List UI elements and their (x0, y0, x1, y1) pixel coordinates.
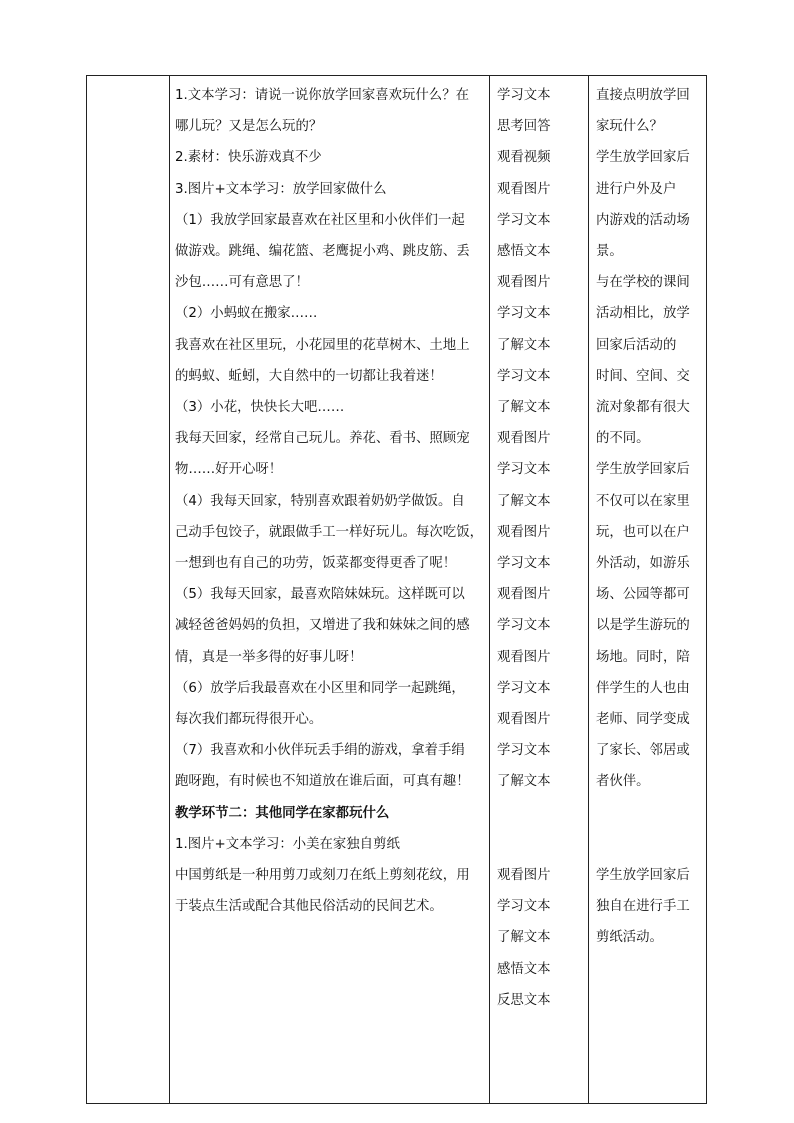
intent-line: 者伙伴。 (596, 774, 650, 790)
content-line: （6）放学后我最喜欢在小区里和同学一起跳绳， (175, 680, 465, 696)
content-line: 做游戏。跳绳、编花篮、老鹰捉小鸡、跳皮筋、丢 (175, 244, 470, 260)
activity-line: 感悟文本 (497, 961, 551, 977)
content-line: 减轻爸爸妈妈的负担，又增进了我和妹妹之间的感 (175, 618, 470, 634)
activity-line: 了解文本 (497, 337, 551, 353)
content-line: 于装点生活或配合其他民俗活动的民间艺术。 (175, 899, 443, 915)
intent-line: 伴学生的人也由 (596, 680, 690, 696)
activity-line: 观看视频 (497, 150, 551, 166)
activity-line: 学习文本 (497, 462, 551, 478)
content-line: 2.素材：快乐游戏真不少 (175, 150, 322, 166)
content-line: 我每天回家，经常自己玩儿。养花、看书、照顾宠 (175, 431, 470, 447)
activity-line: 观看图片 (497, 524, 551, 540)
intent-line: 与在学校的课间 (596, 275, 690, 291)
intent-line: 回家后活动的 (596, 337, 677, 353)
intent-line: 独自在进行手工 (596, 899, 690, 915)
intent-line: 了家长、邻居或 (596, 743, 690, 759)
intent-line: 流对象都有很大 (596, 400, 690, 416)
column-divider (588, 75, 589, 1104)
content-line: 的蚂蚁、蚯蚓，大自然中的一切都让我着迷！ (175, 368, 443, 384)
intent-line: 进行户外及户 (596, 181, 677, 197)
intent-line: 学生放学回家后 (596, 868, 690, 884)
intent-line: 的不同。 (596, 431, 650, 447)
intent-line: 以是学生游玩的 (596, 618, 690, 634)
intent-line: 学生放学回家后 (596, 150, 690, 166)
activity-line: 思考回答 (497, 119, 551, 135)
activity-line: 感悟文本 (497, 244, 551, 260)
activity-line: 观看图片 (497, 649, 551, 665)
activity-line: 学习文本 (497, 743, 551, 759)
content-line: （5）我每天回家，最喜欢陪妹妹玩。这样既可以 (175, 587, 465, 603)
intent-line: 活动相比，放学 (596, 306, 690, 322)
activity-line: 了解文本 (497, 493, 551, 509)
intent-line: 剪纸活动。 (596, 930, 663, 946)
content-line: 1.文本学习：请说一说你放学回家喜欢玩什么？在 (175, 88, 469, 103)
content-line: 中国剪纸是一种用剪刀或刻刀在纸上剪刻花纹，用 (175, 868, 470, 884)
activity-line: 学习文本 (497, 556, 551, 572)
content-line: 情，真是一举多得的好事儿呀！ (175, 649, 363, 665)
content-line: （4）我每天回家，特别喜欢跟着奶奶学做饭。自 (175, 493, 465, 509)
intent-line: 景。 (596, 244, 623, 260)
intent-line: 学生放学回家后 (596, 462, 690, 478)
intent-line: 内游戏的活动场 (596, 212, 690, 228)
content-line: 一想到也有自己的功劳，饭菜都变得更香了呢！ (175, 556, 457, 572)
intent-line: 外活动，如游乐 (596, 556, 690, 572)
activity-line: 观看图片 (497, 712, 551, 728)
design-intent-column (596, 80, 704, 954)
activity-line: 了解文本 (497, 774, 551, 790)
activity-line: 学习文本 (497, 212, 551, 228)
activity-line: 学习文本 (497, 680, 551, 696)
content-line: （7）我喜欢和小伙伴玩丢手绢的游戏，拿着手绢 (175, 743, 465, 759)
content-line: 哪儿玩？又是怎么玩的？ (175, 119, 323, 135)
activity-line: 观看图片 (497, 181, 551, 197)
student-activity-column (497, 80, 587, 1016)
content-line: （3）小花，快快长大吧…… (175, 400, 345, 416)
intent-line: 场、公园等都可 (596, 587, 690, 603)
activity-line: 反思文本 (497, 992, 551, 1008)
content-line: 1.图片+文本学习：小美在家独自剪纸 (175, 836, 400, 852)
content-line: 每次我们都玩得很开心。 (175, 712, 323, 728)
activity-line: 学习文本 (497, 306, 551, 322)
column-divider (489, 75, 490, 1104)
content-line: 物……好开心呀！ (175, 462, 283, 478)
section-heading: 教学环节二：其他同学在家都玩什么 (175, 805, 390, 821)
intent-line: 时间、空间、交 (596, 368, 690, 384)
activity-line: 观看图片 (497, 587, 551, 603)
activity-line: 学习文本 (497, 368, 551, 384)
content-line: 3.图片+文本学习：放学回家做什么 (175, 181, 387, 197)
content-line: 跑呀跑，有时候也不知道放在谁后面，可真有趣！ (175, 774, 470, 790)
intent-line: 直接点明放学回 (596, 88, 690, 103)
content-line: 沙包……可有意思了！ (175, 275, 309, 291)
activity-line: 观看图片 (497, 431, 551, 447)
activity-line: 了解文本 (497, 400, 551, 416)
intent-line: 家玩什么？ (596, 119, 663, 135)
column-divider (169, 75, 170, 1104)
activity-line: 观看图片 (497, 275, 551, 291)
activity-line: 观看图片 (497, 868, 551, 884)
content-line: 我喜欢在社区里玩，小花园里的花草树木、土地上 (175, 337, 470, 353)
activity-line: 学习文本 (497, 618, 551, 634)
content-line: （2）小蚂蚁在搬家…… (175, 306, 318, 322)
activity-line: 学习文本 (497, 899, 551, 915)
teaching-content-column (175, 80, 485, 922)
intent-line: 场地。同时，陪 (596, 649, 690, 665)
content-line: 己动手包饺子，就跟做手工一样好玩儿。每次吃饭， (175, 524, 483, 540)
activity-line: 学习文本 (497, 88, 551, 103)
activity-line: 了解文本 (497, 930, 551, 946)
content-line: （1）我放学回家最喜欢在社区里和小伙伴们一起 (175, 212, 465, 228)
intent-line: 老师、同学变成 (596, 712, 690, 728)
intent-line: 不仅可以在家里 (596, 493, 690, 509)
intent-line: 玩，也可以在户 (596, 524, 690, 540)
